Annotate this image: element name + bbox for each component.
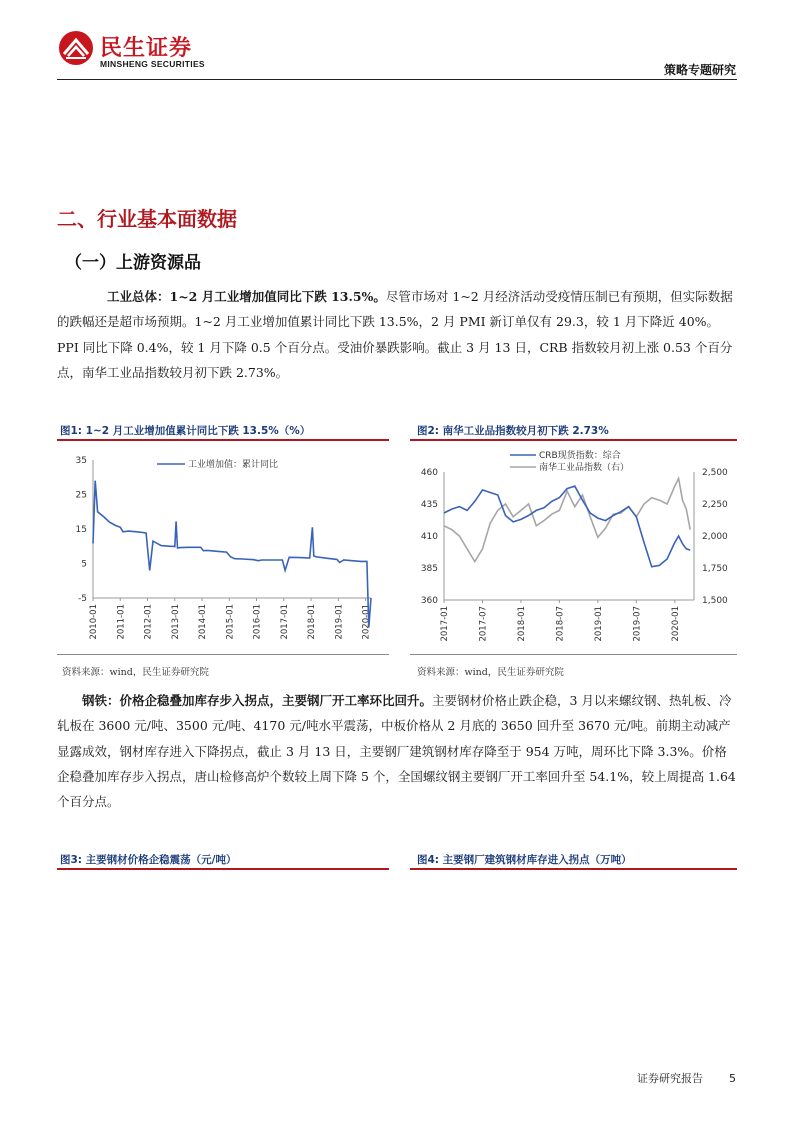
x-tick-label: 2016-01 bbox=[252, 604, 263, 640]
y-tick-label: -5 bbox=[78, 594, 87, 604]
paragraph-lead: 工业总体：1~2 月工业增加值同比下跌 13.5%。 bbox=[107, 289, 386, 304]
page-number: 5 bbox=[729, 1072, 736, 1085]
y-right-tick-label: 2,500 bbox=[702, 468, 728, 478]
page-footer bbox=[637, 1070, 736, 1086]
figure4-top-rule bbox=[410, 868, 737, 870]
figure1-source: 资料来源：wind，民生证券研究院 bbox=[62, 667, 209, 678]
x-tick-label: 2015-01 bbox=[225, 604, 236, 640]
x-tick-label: 2019-01 bbox=[334, 604, 345, 640]
x-tick-label: 2020-01 bbox=[361, 604, 372, 640]
logo-icon bbox=[58, 30, 94, 66]
footer-label: 证券研究报告 bbox=[637, 1072, 703, 1085]
figure2-source: 资料来源：wind，民生证券研究院 bbox=[417, 667, 564, 678]
logo-text-en: MINSHENG SECURITIES bbox=[100, 59, 205, 69]
figure2-bottom-rule bbox=[410, 654, 737, 655]
figure1-chart bbox=[57, 446, 389, 650]
paragraph-steel bbox=[57, 688, 737, 814]
y-left-tick-label: 410 bbox=[420, 532, 438, 542]
figure2-chart bbox=[410, 446, 737, 650]
paragraph-lead: 钢铁：价格企稳叠加库存步入拐点，主要钢厂开工率环比回升。 bbox=[82, 693, 433, 708]
y-tick-label: 5 bbox=[81, 559, 87, 570]
figure3-top-rule bbox=[57, 868, 389, 870]
legend-label-crb: CRB现货指数：综合 bbox=[539, 451, 621, 461]
x-tick-label: 2014-01 bbox=[198, 604, 209, 640]
subsection-title: （一）上游资源品 bbox=[65, 253, 201, 273]
logo-text-cn: 民生证券 bbox=[100, 36, 193, 61]
paragraph-body: 尽管市场对 1~2 月经济活动受疫情压制已有预期，但实际数据的跌幅还是超市场预期。1~2 月工业增加值累计同比下跌 13.5%，2 月 PMI 新订单仅有 29.3，较 1 月下降近 40%。PPI 同比下降 0.4%，较 1 月下降 0.5 个百分点。受油价暴跌影响。截止 3 月 13 日，CRB 指数较月初上涨 0.53 个百分点，南华工业品指数较月初下跌 2.73%。 bbox=[57, 289, 733, 380]
x-tick-label: 2018-01 bbox=[516, 606, 527, 642]
x-tick-label: 2017-01 bbox=[440, 606, 450, 642]
y-left-tick-label: 360 bbox=[420, 596, 438, 606]
legend-label-nanhua: 南华工业品指数（右） bbox=[539, 463, 630, 473]
y-right-tick-label: 2,250 bbox=[702, 500, 728, 510]
paragraph-body: 主要钢材价格止跌企稳，3 月以来螺纹钢、热轧板、冷轧板在 3600 元/吨、3500 元/吨、4170 元/吨水平震荡，中板价格从 2 月底的 3650 回升至 3670 元/吨。前期主动减产显露成效，钢材库存进入下降拐点，截止 3 月 13 日，主要钢厂建筑钢材库存降至于 954 万吨，周环比下降 3.3%。价格企稳叠加库存步入拐点，唐山检修高炉个数较上周下降 5 个，全国螺纹钢主要钢厂开工率回升至 54.1%，较上周提高 1.64 个百分点。 bbox=[57, 693, 736, 810]
legend-label: 工业增加值：累计同比 bbox=[188, 460, 279, 470]
y-tick-label: 25 bbox=[75, 490, 87, 501]
figure2-top-rule bbox=[410, 439, 737, 441]
figure1-bottom-rule bbox=[57, 654, 389, 655]
x-tick-label: 2018-01 bbox=[307, 604, 318, 640]
y-left-tick-label: 460 bbox=[420, 468, 438, 478]
y-right-tick-label: 1,500 bbox=[702, 596, 728, 606]
x-tick-label: 2018-07 bbox=[555, 606, 566, 642]
y-tick-label: 15 bbox=[75, 525, 87, 535]
figure3-title: 图3: 主要钢材价格企稳震荡（元/吨） bbox=[60, 854, 237, 866]
figure1-title: 图1: 1~2 月工业增加值累计同比下跌 13.5%（%） bbox=[60, 425, 311, 437]
paragraph-industry-overall bbox=[57, 284, 737, 385]
figure1-top-rule bbox=[57, 439, 389, 441]
x-tick-label: 2013-01 bbox=[170, 604, 181, 640]
y-tick-label: 35 bbox=[75, 456, 87, 466]
x-tick-label: 2019-07 bbox=[632, 606, 643, 642]
x-tick-label: 2012-01 bbox=[143, 604, 154, 640]
x-tick-label: 2017-07 bbox=[478, 606, 489, 642]
y-right-tick-label: 2,000 bbox=[702, 532, 728, 542]
section-title: 二、行业基本面数据 bbox=[57, 207, 237, 231]
figure2-title: 图2: 南华工业品指数较月初下跌 2.73% bbox=[417, 425, 609, 437]
figure4-title: 图4: 主要钢厂建筑钢材库存进入拐点（万吨） bbox=[417, 854, 632, 866]
x-tick-label: 2017-01 bbox=[279, 604, 290, 640]
x-tick-label: 2011-01 bbox=[116, 604, 127, 640]
y-left-tick-label: 435 bbox=[420, 500, 438, 510]
header-divider bbox=[57, 79, 737, 80]
x-tick-label: 2010-01 bbox=[89, 604, 99, 640]
y-right-tick-label: 1,750 bbox=[702, 564, 728, 574]
x-tick-label: 2020-01 bbox=[670, 606, 681, 642]
report-type-label: 策略专题研究 bbox=[663, 63, 736, 77]
y-left-tick-label: 385 bbox=[420, 564, 438, 574]
x-tick-label: 2019-01 bbox=[593, 606, 604, 642]
